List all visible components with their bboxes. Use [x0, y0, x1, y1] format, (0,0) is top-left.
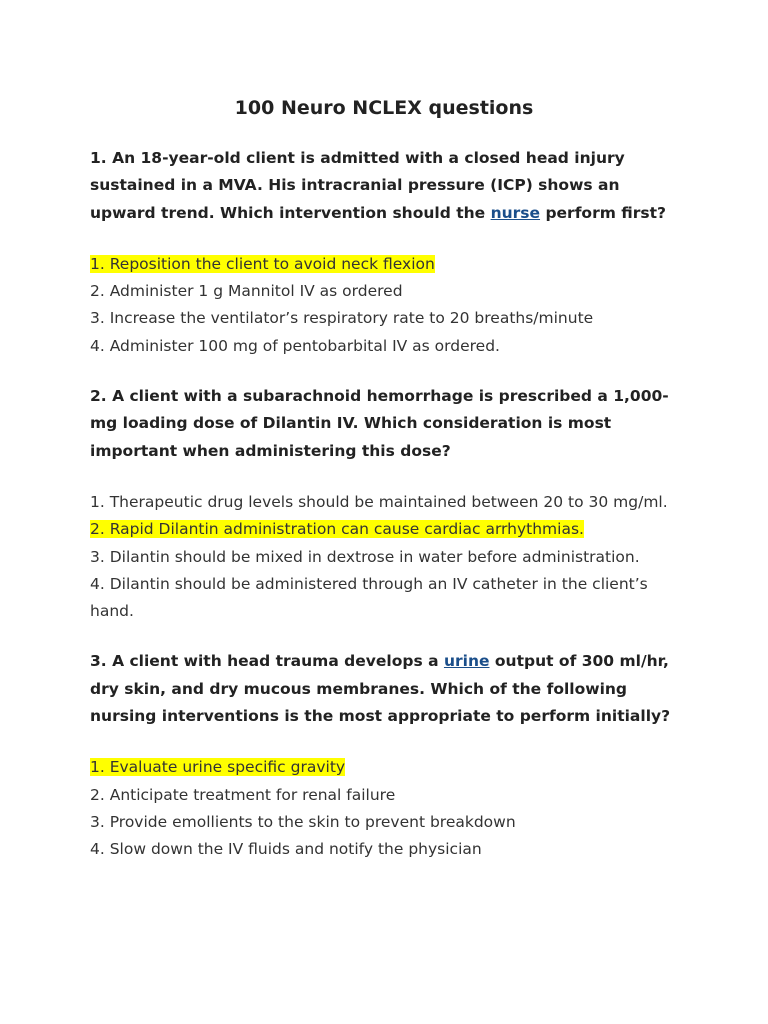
question-text: A client with a subarachnoid hemorrhage is prescribed a 1,000-mg loading dose of Dilantin IV. Which consideration is most important when administering this dose? — [90, 387, 669, 460]
urine-link[interactable]: urine — [443, 652, 490, 671]
answer-option: 4. Slow down the IV fluids and notify the physician — [90, 840, 482, 859]
question-text: An 18-year-old client is admitted with a closed head injury sustained in a MVA. His intracranial pressure (ICP) shows an upward trend. Which intervention should the — [90, 149, 625, 222]
answer-option: 3. Dilantin should be mixed in dextrose in water before administration. — [90, 547, 640, 566]
answer-option: 1. Therapeutic drug levels should be maintained between 20 to 30 mg/ml. — [90, 492, 668, 511]
answer-options-3 — [90, 754, 678, 863]
question-number: 1. — [90, 149, 107, 167]
answer-options-1 — [90, 251, 678, 360]
answer-option: 2. Administer 1 g Mannitol IV as ordered — [90, 282, 403, 301]
question-1 — [90, 145, 678, 227]
answer-option — [90, 754, 678, 781]
page-title: 100 Neuro NCLEX questions — [234, 97, 534, 119]
answer-option: 4. Dilantin should be administered through an IV catheter in the client’s hand. — [90, 574, 648, 621]
question-text-end: output of 300 ml/hr, dry skin, and dry mucous membranes. Which of the following nursing interventions is the most appropriate to perform initially? — [90, 652, 671, 726]
answer-option: 3. Provide emollients to the skin to prevent breakdown — [90, 812, 516, 831]
answer-option: 4. Administer 100 mg of pentobarbital IV as ordered. — [90, 336, 500, 355]
question-text-end: perform first? — [545, 203, 667, 222]
answer-option: 3. Increase the ventilator’s respiratory rate to 20 breaths/minute — [90, 309, 594, 328]
answer-option — [90, 251, 678, 278]
question-2 — [90, 383, 678, 465]
correct-answer-highlight: 2. Rapid Dilantin administration can cause cardiac arrhythmias. — [90, 520, 584, 539]
answer-option: 2. Anticipate treatment for renal failure — [90, 785, 396, 804]
question-number: 2. — [90, 387, 107, 406]
nurse-link[interactable]: nurse — [490, 203, 541, 222]
question-number: 3. — [90, 652, 107, 671]
question-text: A client with head trauma develops a — [112, 652, 439, 671]
correct-answer-highlight: 1. Reposition the client to avoid neck flexion — [90, 254, 435, 273]
correct-answer-highlight: 1. Evaluate urine specific gravity — [90, 758, 346, 777]
answer-option — [90, 516, 678, 543]
answer-options-2 — [90, 489, 678, 625]
question-3 — [90, 648, 678, 730]
